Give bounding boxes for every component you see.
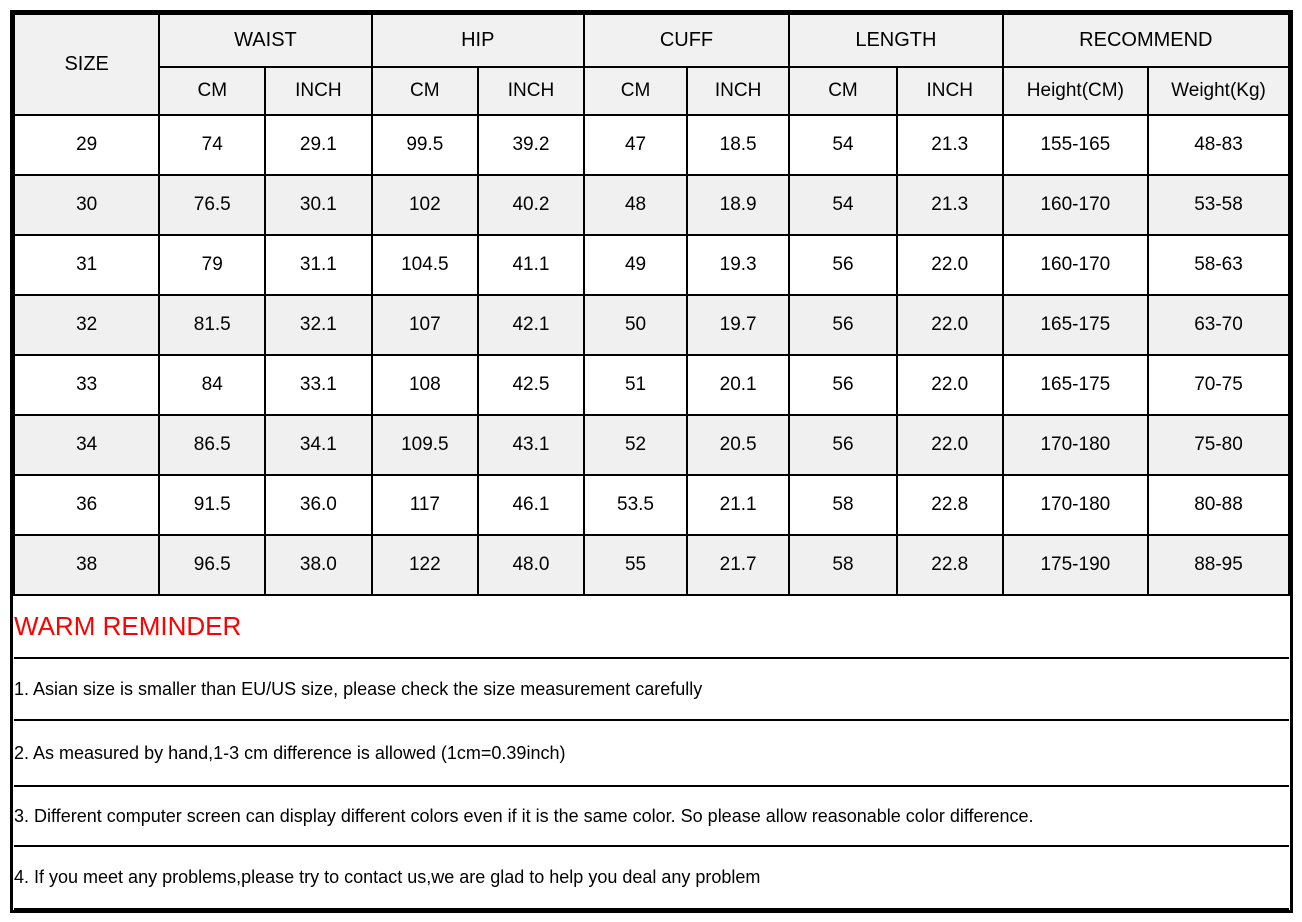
reminder-note-row [14, 658, 1289, 720]
subheader-length-cm: CM [789, 67, 897, 115]
measure-cell: 34.1 [265, 415, 371, 475]
header-sub-row [14, 67, 1289, 115]
column-header-waist: WAIST [159, 14, 371, 67]
measure-cell: 160-170 [1003, 235, 1148, 295]
measure-cell: 107 [372, 295, 478, 355]
reminder-note-2: 2. As measured by hand,1-3 cm difference is allowed (1cm=0.39inch) [14, 720, 1289, 786]
measure-cell: 31.1 [265, 235, 371, 295]
measure-cell: 48-83 [1148, 115, 1289, 175]
table-row [14, 475, 1289, 535]
reminder-note-row [14, 720, 1289, 786]
measure-cell: 19.3 [687, 235, 789, 295]
measure-cell: 86.5 [159, 415, 265, 475]
subheader-weight: Weight(Kg) [1148, 67, 1289, 115]
measure-cell: 117 [372, 475, 478, 535]
size-cell: 30 [14, 175, 159, 235]
reminder-note-4: 4. If you meet any problems,please try to contact us,we are glad to help you deal any problem [14, 846, 1289, 909]
measure-cell: 96.5 [159, 535, 265, 595]
reminder-note-row [14, 786, 1289, 846]
measure-cell: 22.0 [897, 355, 1003, 415]
measure-cell: 47 [584, 115, 687, 175]
reminder-section [14, 595, 1289, 909]
subheader-waist-inch: INCH [265, 67, 371, 115]
subheader-waist-cm: CM [159, 67, 265, 115]
measure-cell: 22.0 [897, 415, 1003, 475]
measure-cell: 84 [159, 355, 265, 415]
subheader-cuff-cm: CM [584, 67, 687, 115]
measure-cell: 22.8 [897, 535, 1003, 595]
reminder-note-3: 3. Different computer screen can display different colors even if it is the same color. So please allow reasonable color difference. [14, 786, 1289, 846]
measure-cell: 81.5 [159, 295, 265, 355]
measure-cell: 55 [584, 535, 687, 595]
measure-cell: 33.1 [265, 355, 371, 415]
measure-cell: 48.0 [478, 535, 584, 595]
measure-cell: 79 [159, 235, 265, 295]
measure-cell: 51 [584, 355, 687, 415]
reminder-title-row [14, 595, 1289, 658]
measure-cell: 56 [789, 415, 897, 475]
column-header-size: SIZE [14, 14, 159, 115]
table-row [14, 115, 1289, 175]
measure-cell: 170-180 [1003, 415, 1148, 475]
measure-cell: 170-180 [1003, 475, 1148, 535]
column-header-length: LENGTH [789, 14, 1003, 67]
size-cell: 31 [14, 235, 159, 295]
measure-cell: 39.2 [478, 115, 584, 175]
measure-cell: 58-63 [1148, 235, 1289, 295]
subheader-height: Height(CM) [1003, 67, 1148, 115]
reminder-note-row [14, 846, 1289, 909]
table-row [14, 355, 1289, 415]
measure-cell: 49 [584, 235, 687, 295]
subheader-cuff-inch: INCH [687, 67, 789, 115]
measure-cell: 56 [789, 295, 897, 355]
subheader-hip-inch: INCH [478, 67, 584, 115]
measure-cell: 70-75 [1148, 355, 1289, 415]
measure-cell: 52 [584, 415, 687, 475]
measure-cell: 108 [372, 355, 478, 415]
column-header-hip: HIP [372, 14, 584, 67]
measure-cell: 22.0 [897, 295, 1003, 355]
measure-cell: 109.5 [372, 415, 478, 475]
measure-cell: 36.0 [265, 475, 371, 535]
measure-cell: 29.1 [265, 115, 371, 175]
measure-cell: 32.1 [265, 295, 371, 355]
measure-cell: 22.0 [897, 235, 1003, 295]
measure-cell: 58 [789, 535, 897, 595]
measure-cell: 19.7 [687, 295, 789, 355]
measure-cell: 80-88 [1148, 475, 1289, 535]
measure-cell: 53.5 [584, 475, 687, 535]
measure-cell: 102 [372, 175, 478, 235]
measure-cell: 155-165 [1003, 115, 1148, 175]
header-group-row [14, 14, 1289, 67]
subheader-length-inch: INCH [897, 67, 1003, 115]
measure-cell: 20.5 [687, 415, 789, 475]
reminder-note-1: 1. Asian size is smaller than EU/US size, please check the size measurement carefully [14, 658, 1289, 720]
measure-cell: 74 [159, 115, 265, 175]
measure-cell: 56 [789, 355, 897, 415]
measure-cell: 99.5 [372, 115, 478, 175]
measure-cell: 21.3 [897, 115, 1003, 175]
table-row [14, 535, 1289, 595]
measure-cell: 18.5 [687, 115, 789, 175]
measure-cell: 91.5 [159, 475, 265, 535]
size-cell: 29 [14, 115, 159, 175]
reminder-title: WARM REMINDER [14, 595, 1289, 658]
column-header-cuff: CUFF [584, 14, 789, 67]
size-chart-sheet [10, 10, 1293, 913]
size-cell: 33 [14, 355, 159, 415]
measure-cell: 18.9 [687, 175, 789, 235]
size-table-body [14, 115, 1289, 595]
measure-cell: 160-170 [1003, 175, 1148, 235]
table-row [14, 295, 1289, 355]
size-cell: 36 [14, 475, 159, 535]
size-table-header [14, 14, 1289, 115]
measure-cell: 58 [789, 475, 897, 535]
measure-cell: 48 [584, 175, 687, 235]
measure-cell: 21.1 [687, 475, 789, 535]
table-row [14, 175, 1289, 235]
measure-cell: 20.1 [687, 355, 789, 415]
measure-cell: 63-70 [1148, 295, 1289, 355]
measure-cell: 22.8 [897, 475, 1003, 535]
measure-cell: 46.1 [478, 475, 584, 535]
measure-cell: 165-175 [1003, 295, 1148, 355]
table-row [14, 235, 1289, 295]
measure-cell: 42.5 [478, 355, 584, 415]
measure-cell: 75-80 [1148, 415, 1289, 475]
measure-cell: 76.5 [159, 175, 265, 235]
measure-cell: 104.5 [372, 235, 478, 295]
measure-cell: 42.1 [478, 295, 584, 355]
measure-cell: 40.2 [478, 175, 584, 235]
measure-cell: 41.1 [478, 235, 584, 295]
size-cell: 34 [14, 415, 159, 475]
table-row [14, 415, 1289, 475]
measure-cell: 43.1 [478, 415, 584, 475]
measure-cell: 38.0 [265, 535, 371, 595]
column-header-recommend: RECOMMEND [1003, 14, 1289, 67]
measure-cell: 50 [584, 295, 687, 355]
size-cell: 38 [14, 535, 159, 595]
measure-cell: 54 [789, 115, 897, 175]
measure-cell: 175-190 [1003, 535, 1148, 595]
measure-cell: 21.7 [687, 535, 789, 595]
measure-cell: 54 [789, 175, 897, 235]
size-table [13, 13, 1290, 910]
measure-cell: 56 [789, 235, 897, 295]
size-cell: 32 [14, 295, 159, 355]
measure-cell: 88-95 [1148, 535, 1289, 595]
measure-cell: 53-58 [1148, 175, 1289, 235]
measure-cell: 30.1 [265, 175, 371, 235]
measure-cell: 165-175 [1003, 355, 1148, 415]
measure-cell: 122 [372, 535, 478, 595]
measure-cell: 21.3 [897, 175, 1003, 235]
subheader-hip-cm: CM [372, 67, 478, 115]
